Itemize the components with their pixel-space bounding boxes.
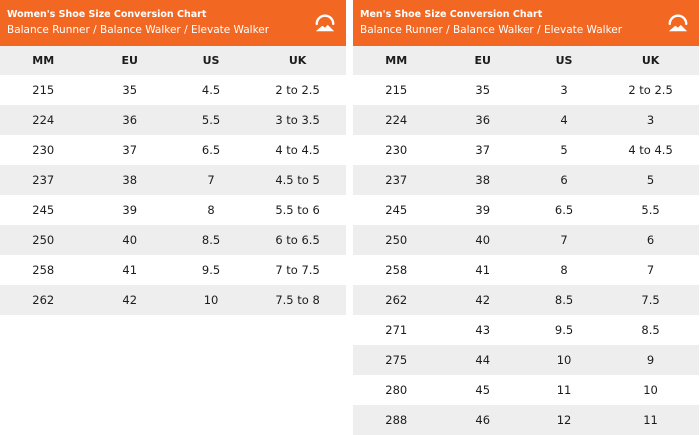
cell-uk: 7 to 7.5 [275, 263, 320, 277]
cell-uk: 2 to 2.5 [275, 83, 320, 97]
cell-uk: 8.5 [641, 323, 660, 337]
cell-eu: 39 [475, 203, 491, 217]
table-row [353, 165, 699, 195]
cell-eu: 46 [475, 413, 491, 427]
table-row [353, 135, 699, 165]
cell-mm: 280 [385, 383, 408, 397]
cell-uk: 5.5 to 6 [275, 203, 320, 217]
table-row [353, 345, 699, 375]
cell-eu: 38 [122, 173, 138, 187]
cell-eu: 37 [122, 143, 138, 157]
cell-eu: 45 [475, 383, 491, 397]
column-header-eu: EU [474, 54, 491, 67]
cell-us: 7 [560, 233, 568, 247]
cell-mm: 224 [385, 113, 408, 127]
cell-uk: 5.5 [641, 203, 660, 217]
cell-uk: 2 to 2.5 [628, 83, 673, 97]
cell-uk: 4.5 to 5 [275, 173, 320, 187]
table-row [353, 75, 699, 105]
cell-uk: 10 [643, 383, 658, 397]
cell-mm: 224 [32, 113, 55, 127]
column-header-us: US [555, 54, 573, 67]
table-row [0, 165, 346, 195]
column-header-us: US [202, 54, 220, 67]
cell-mm: 262 [32, 293, 55, 307]
table-header-row [0, 46, 346, 75]
table-row [353, 375, 699, 405]
cell-eu: 38 [475, 173, 491, 187]
table-row [353, 195, 699, 225]
table-row [353, 315, 699, 345]
cell-uk: 6 [646, 233, 655, 247]
cell-mm: 262 [385, 293, 408, 307]
cell-uk: 7.5 to 8 [275, 293, 320, 307]
cell-eu: 43 [475, 323, 491, 337]
cell-eu: 39 [122, 203, 138, 217]
cell-eu: 42 [475, 293, 491, 307]
men-chart-header [353, 0, 699, 46]
cell-eu: 44 [475, 353, 491, 367]
column-header-mm: MM [32, 54, 55, 67]
table-row [353, 105, 699, 135]
cell-us: 11 [556, 383, 572, 397]
cell-uk: 7 [646, 263, 655, 277]
cell-eu: 36 [122, 113, 138, 127]
cell-us: 6.5 [201, 143, 221, 157]
cell-us: 8 [560, 263, 568, 277]
men-size-chart [353, 0, 699, 435]
cell-mm: 250 [385, 233, 408, 247]
cell-mm: 245 [32, 203, 55, 217]
table-row [353, 285, 699, 315]
women-size-table [0, 46, 346, 315]
cell-eu: 36 [475, 113, 491, 127]
cell-mm: 250 [32, 233, 55, 247]
cell-eu: 40 [122, 233, 138, 247]
cell-us: 6 [560, 173, 568, 187]
cell-mm: 275 [385, 353, 408, 367]
cell-mm: 215 [385, 83, 408, 97]
table-row [0, 225, 346, 255]
cell-us: 3 [560, 83, 568, 97]
table-row [0, 195, 346, 225]
men-chart-subtitle: Balance Runner / Balance Walker / Elevate Walker [360, 24, 623, 36]
cell-mm: 288 [385, 413, 408, 427]
cell-us: 6.5 [554, 203, 574, 217]
cell-mm: 215 [32, 83, 55, 97]
women-chart-subtitle: Balance Runner / Balance Walker / Elevate Walker [7, 24, 270, 36]
cell-eu: 35 [122, 83, 138, 97]
cell-eu: 42 [122, 293, 138, 307]
cell-mm: 258 [32, 263, 55, 277]
cell-us: 8.5 [201, 233, 221, 247]
cell-uk: 9 [646, 353, 655, 367]
table-header-row [353, 46, 699, 75]
cell-mm: 237 [385, 173, 408, 187]
cell-us: 4 [560, 113, 568, 127]
column-header-eu: EU [121, 54, 138, 67]
cell-us: 5.5 [201, 113, 221, 127]
table-row [353, 225, 699, 255]
cell-us: 9.5 [554, 323, 574, 337]
table-row [0, 255, 346, 285]
cell-uk: 5 [646, 173, 655, 187]
cell-uk: 3 to 3.5 [275, 113, 320, 127]
mountain-arc-logo-icon [314, 12, 336, 34]
cell-eu: 41 [122, 263, 138, 277]
men-chart-title: Men's Shoe Size Conversion Chart [360, 9, 543, 20]
column-header-uk: UK [641, 54, 660, 67]
cell-mm: 271 [385, 323, 408, 337]
table-row [0, 105, 346, 135]
cell-uk: 4 to 4.5 [275, 143, 320, 157]
cell-us: 10 [556, 353, 572, 367]
cell-mm: 237 [32, 173, 55, 187]
table-row [353, 255, 699, 285]
cell-mm: 230 [385, 143, 408, 157]
men-size-table [353, 46, 699, 435]
table-row [353, 405, 699, 435]
cell-us: 9.5 [201, 263, 221, 277]
cell-us: 8 [207, 203, 215, 217]
column-header-mm: MM [385, 54, 408, 67]
table-row [0, 285, 346, 315]
cell-mm: 245 [385, 203, 408, 217]
cell-us: 10 [203, 293, 219, 307]
cell-uk: 7.5 [641, 293, 660, 307]
table-row [0, 135, 346, 165]
cell-us: 7 [207, 173, 215, 187]
cell-uk: 3 [646, 113, 655, 127]
cell-eu: 35 [475, 83, 491, 97]
cell-mm: 258 [385, 263, 408, 277]
cell-mm: 230 [32, 143, 55, 157]
cell-uk: 4 to 4.5 [628, 143, 673, 157]
mountain-arc-logo-icon [667, 12, 689, 34]
column-header-uk: UK [288, 54, 307, 67]
women-chart-header [0, 0, 346, 46]
cell-eu: 40 [475, 233, 491, 247]
cell-uk: 6 to 6.5 [275, 233, 320, 247]
cell-eu: 37 [475, 143, 491, 157]
cell-eu: 41 [475, 263, 491, 277]
cell-us: 4.5 [201, 83, 221, 97]
women-chart-title: Women's Shoe Size Conversion Chart [7, 9, 207, 20]
women-size-chart [0, 0, 346, 315]
table-row [0, 75, 346, 105]
cell-us: 12 [556, 413, 572, 427]
cell-us: 5 [560, 143, 568, 157]
cell-us: 8.5 [554, 293, 574, 307]
cell-uk: 11 [643, 413, 658, 427]
